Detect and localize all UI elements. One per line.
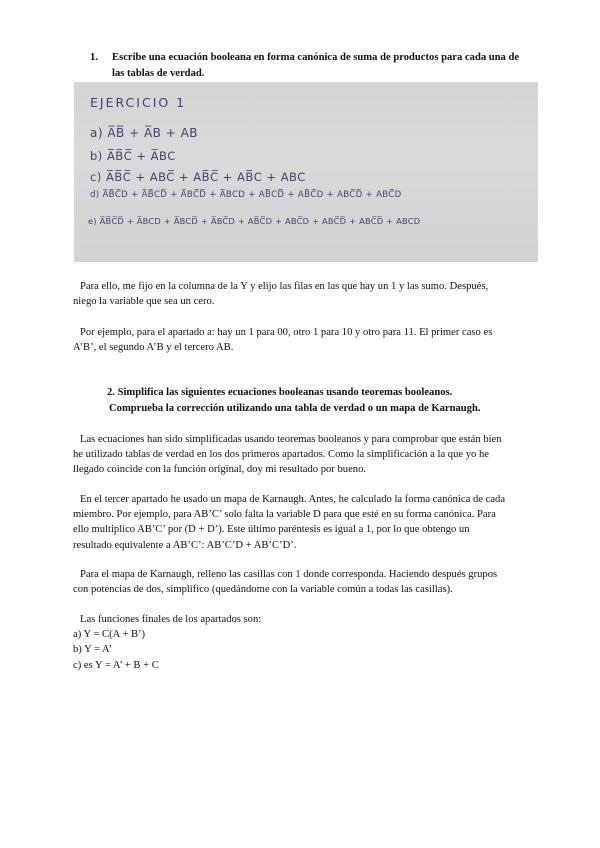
question-2-line: Comprueba la corrección utilizando una tabla de verdad o un mapa de Karnaugh. — [109, 403, 481, 414]
paragraph-line: En el tercer apartado he usado un mapa de Karnaugh. Antes, he calculado la forma canónica de cada — [80, 494, 506, 505]
paragraph-final-functions — [73, 612, 533, 673]
question-1-text: Escribe una ecuación booleana en forma canónica de suma de productos para cada una de las tablas de verdad. — [112, 52, 520, 79]
result-b: b) Y = A’ — [73, 644, 113, 656]
question-1 — [90, 50, 530, 82]
paragraph-karnaugh-method — [73, 492, 533, 553]
photo-line-d: d) A̅B̅C̅D + A̅B̅CD̅ + A̅BC̅D̅ + A̅BCD + AB̅CD̅ + AB̅C̅D + ABC̅D̅ + ABC̅D — [90, 190, 402, 200]
question-1-number: 1. — [90, 52, 98, 63]
paragraph-method — [73, 279, 533, 309]
paragraph-karnaugh-map — [73, 567, 533, 597]
question-2 — [107, 385, 527, 417]
paragraph-line: Las funciones finales de los apartados son: — [80, 614, 262, 625]
photo-title: EJERCICIO 1 — [90, 95, 187, 110]
paragraph-line: ello multiplico AB’C’ por (D + D’). Este último paréntesis es igual a 1, por lo que obtengo un — [73, 524, 470, 536]
paragraph-simplification — [73, 432, 533, 478]
paragraph-line: Para el mapa de Karnaugh, relleno las casillas con 1 donde corresponda. Haciendo después grupos — [80, 569, 498, 580]
result-c: c) es Y = A’ + B + C — [73, 659, 159, 671]
photo-line-c: c) A̅B̅C̅ + ABC̅ + AB̅C̅ + AB̅C + ABC — [90, 170, 306, 184]
paragraph-line: resultado equivalente a AB’C’: AB’C’D + AB’C’D’. — [73, 539, 297, 551]
paragraph-line: Por ejemplo, para el apartado a: hay un 1 para 00, otro 1 para 10 y otro para 11. El primer caso es — [80, 327, 493, 338]
paragraph-example — [73, 325, 533, 355]
paragraph-line: miembro. Por ejemplo, para AB’C’ solo falta la variable D para que esté en su forma canónica. Para — [73, 509, 496, 521]
handwritten-exercise-photo — [74, 82, 538, 262]
result-a: a) Y = C(A + B’) — [73, 629, 146, 641]
paragraph-line: A’B’, el segundo A’B y el tercero AB. — [73, 342, 234, 354]
paragraph-line: llegado coincide con la función original, doy mi resultado por bueno. — [73, 464, 367, 476]
photo-line-e: e) A̅B̅C̅D̅ + A̅BCD + A̅BCD̅ + A̅BC̅D + AB̅C̅D + ABC̅D + ABC̅D̅ + ABC̅D̅ + ABCD — [88, 216, 421, 226]
paragraph-line: niego la variable que sea un cero. — [73, 296, 215, 308]
question-2-line: 2. Simplifica las siguientes ecuaciones booleanas usando teoremas booleanos. — [107, 387, 453, 398]
paragraph-line: Para ello, me fijo en la columna de la Y y elijo las filas en las que hay un 1 y las sumo. Después, — [80, 281, 489, 292]
photo-line-a: a) A̅B̅ + A̅B + AB — [90, 126, 199, 140]
paragraph-line: Las ecuaciones han sido simplificadas usando teoremas booleanos y para comprobar que están bien — [80, 434, 502, 445]
paragraph-line: he utilizado tablas de verdad en los dos primeros apartados. Como la simplificación a la que yo he — [73, 449, 489, 461]
paragraph-line: con potencias de dos, simplifico (quedándome con la variable común a todas las casillas). — [73, 584, 453, 596]
photo-line-b: b) A̅B̅C̅ + A̅BC — [90, 149, 176, 163]
